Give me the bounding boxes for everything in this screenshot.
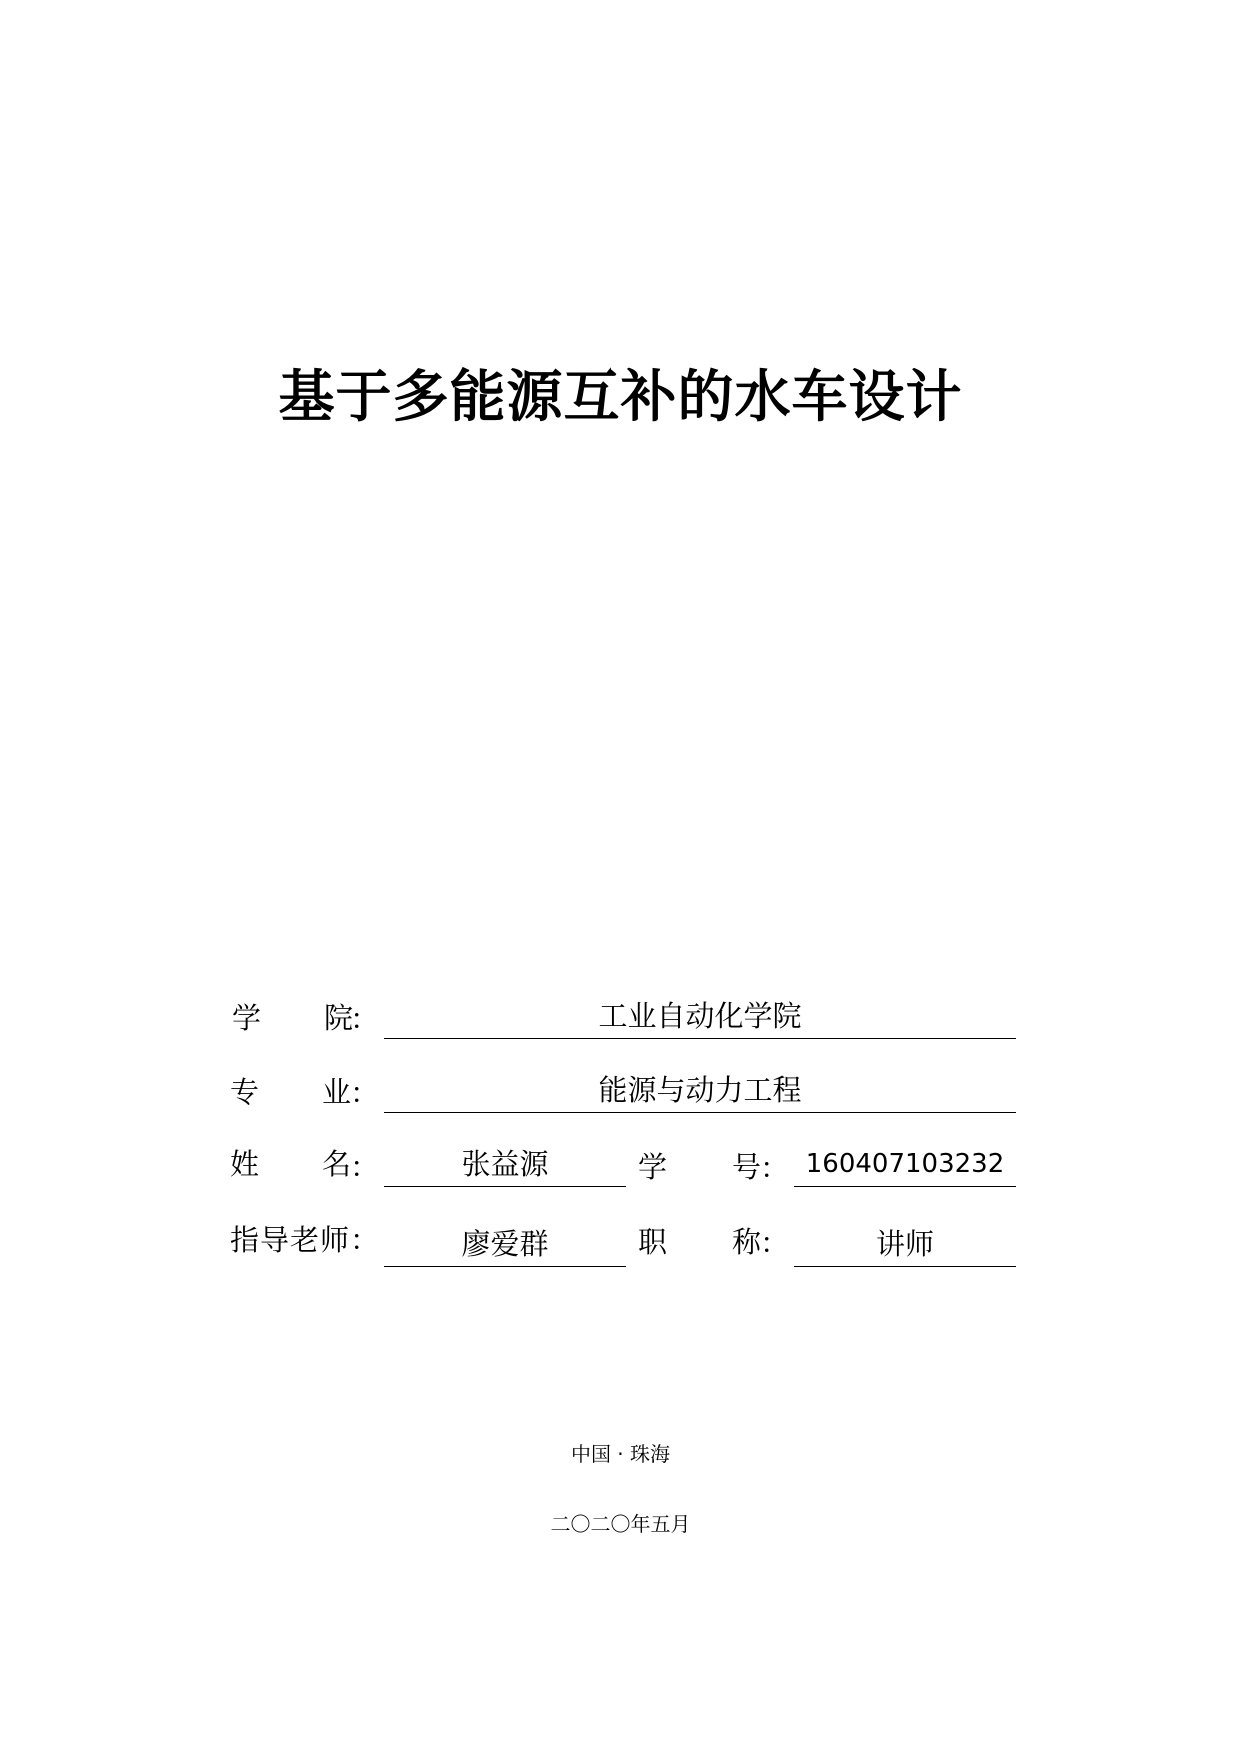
- name-label-char-2: 名: [322, 1147, 352, 1181]
- name-colon: ：: [350, 1150, 380, 1184]
- college-label-char-1: 学: [232, 1001, 262, 1035]
- college-colon: ：: [350, 1002, 380, 1036]
- major-field: 能源与动力工程: [384, 1070, 1016, 1113]
- student-id-label-char-2: 号: [732, 1150, 762, 1184]
- major-label-char-2: 业: [322, 1075, 352, 1109]
- title-rank-label-char-2: 称: [732, 1225, 762, 1259]
- title-rank-field: 讲师: [794, 1224, 1016, 1267]
- advisor-field: 廖爱群: [384, 1224, 626, 1267]
- footer-location: 中国 · 珠海: [570, 1442, 671, 1466]
- student-id-label-char-1: 学: [638, 1150, 668, 1184]
- student-id-colon: ：: [760, 1151, 790, 1185]
- footer-date: 二〇二〇年五月: [550, 1512, 691, 1536]
- advisor-label: 指导老师: [230, 1223, 351, 1257]
- name-field: 张益源: [384, 1144, 626, 1187]
- title-rank-colon: ：: [760, 1226, 790, 1260]
- major-label-char-1: 专: [230, 1075, 260, 1109]
- thesis-title: 基于多能源互补的水车设计: [278, 365, 963, 430]
- major-colon: ：: [350, 1076, 380, 1110]
- name-label-char-1: 姓: [230, 1147, 260, 1181]
- student-id-field: 160407103232: [794, 1144, 1016, 1187]
- title-rank-label-char-1: 职: [638, 1225, 668, 1259]
- college-field: 工业自动化学院: [384, 996, 1016, 1039]
- advisor-colon: ：: [350, 1223, 380, 1257]
- college-label-char-2: 院: [324, 1001, 354, 1035]
